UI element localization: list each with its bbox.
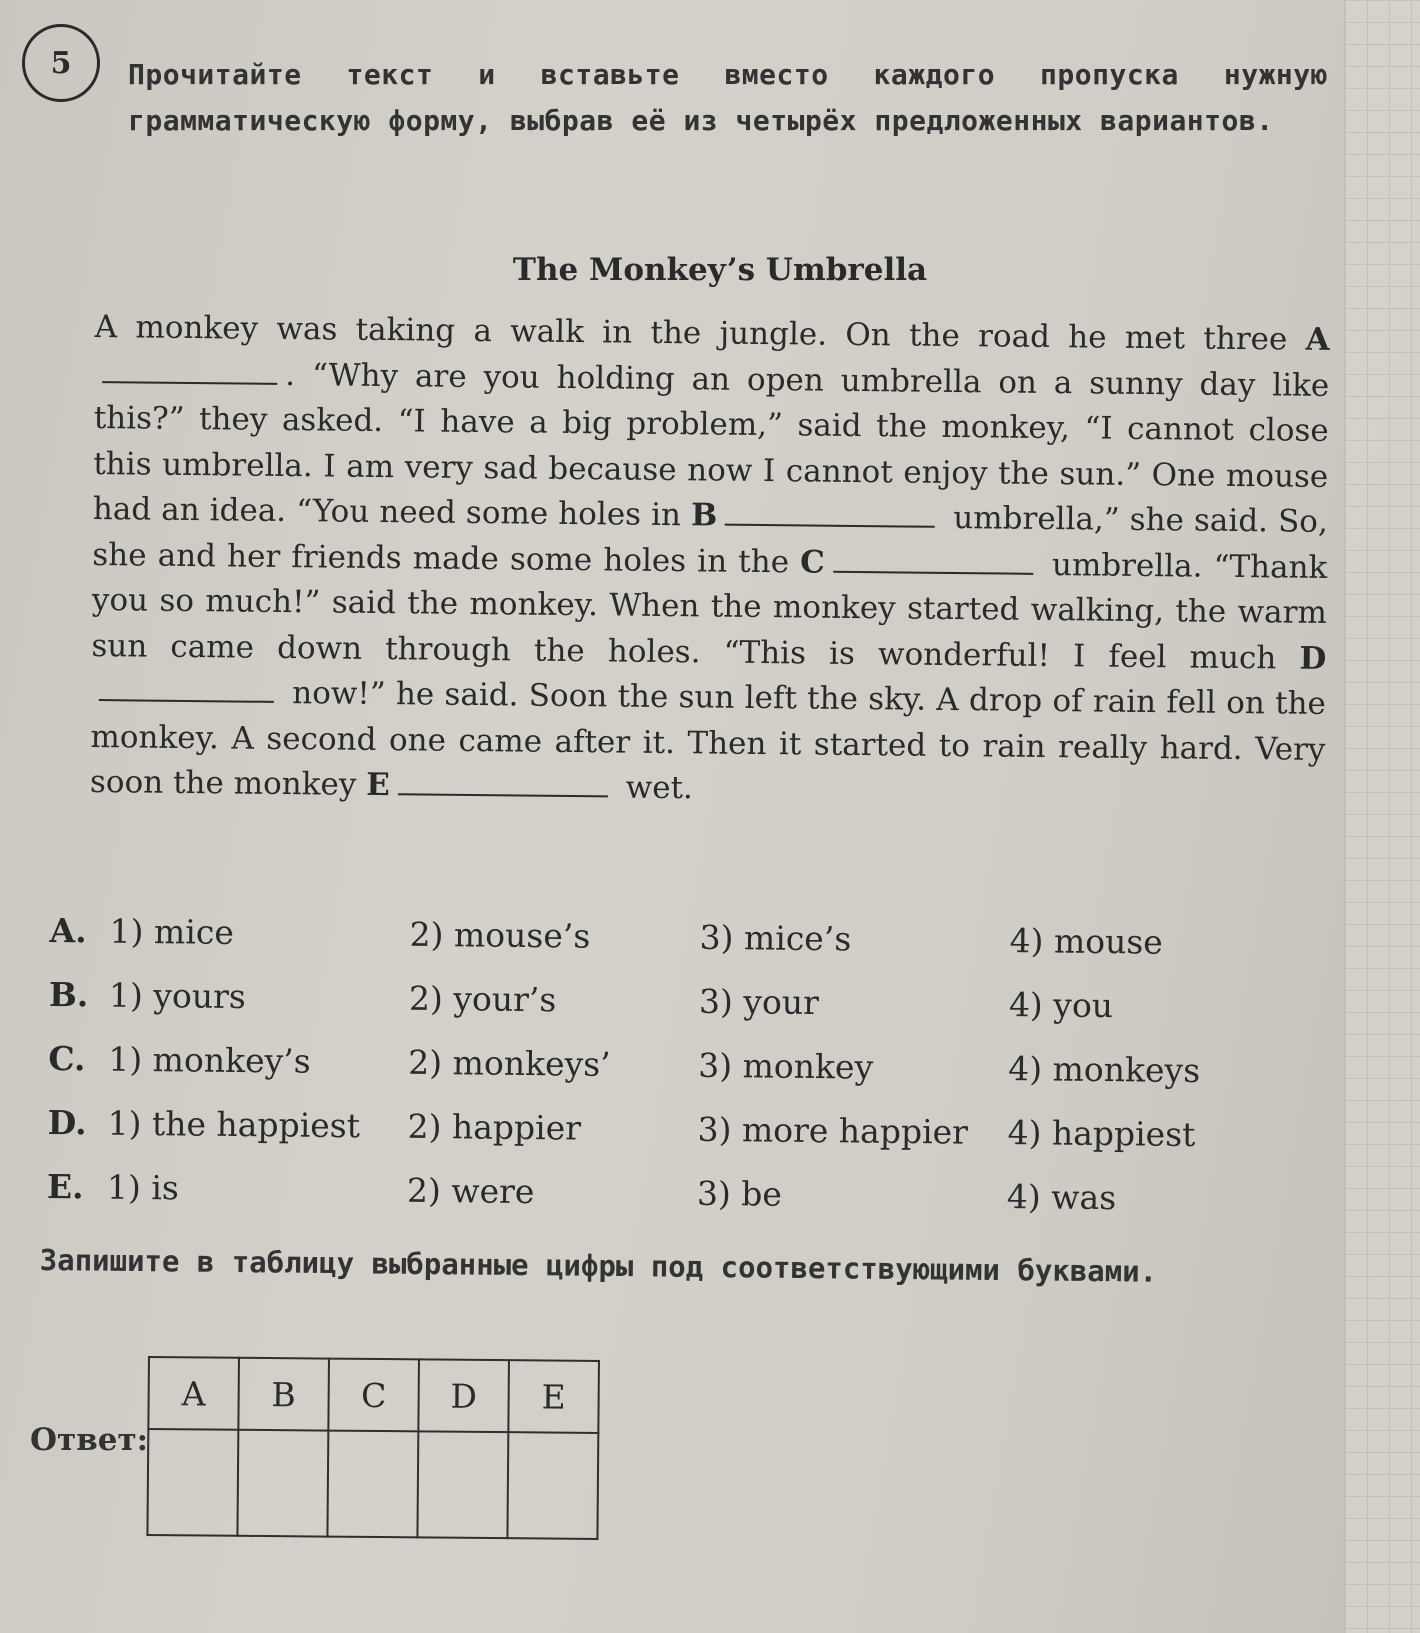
answer-header-e: E — [508, 1360, 599, 1433]
answer-cell-b[interactable] — [237, 1430, 328, 1537]
gap-b-blank[interactable] — [725, 496, 935, 528]
option-choice[interactable]: 2) mouse’s — [409, 914, 591, 956]
story-title: The Monkey’s Umbrella — [512, 252, 928, 288]
option-choice[interactable]: 2) your’s — [408, 978, 557, 1019]
option-choice[interactable]: 4) you — [1008, 984, 1114, 1025]
option-letter: D. — [47, 1102, 87, 1142]
option-letter: A. — [49, 910, 87, 950]
grid-paper-edge — [1344, 0, 1420, 1633]
gap-label-d: D — [1299, 640, 1327, 677]
option-choice[interactable]: 2) happier — [407, 1106, 582, 1148]
option-choice[interactable]: 3) be — [696, 1173, 783, 1214]
story-part-2: . “Why are you holding an open umbrella on a sunny day like this?” they asked. “I have a big problem,” said the monkey, “I cannot close this umbrella. I am very sad because now I cannot enjoy the sun.” One mouse had an idea. “You need some holes in — [92, 356, 1330, 534]
story-text — [90, 305, 1330, 818]
answer-cell-c[interactable] — [327, 1431, 418, 1538]
option-letter: E. — [46, 1166, 84, 1206]
answer-cell-d[interactable] — [417, 1431, 508, 1538]
option-choice[interactable]: 2) monkeys’ — [408, 1042, 611, 1084]
option-choice[interactable]: 3) your — [698, 981, 820, 1022]
answer-header-b: B — [238, 1358, 329, 1431]
story-part-5: now!” he said. Soon the sun left the sky. A drop of rain fell on the monkey. A second one came after it. Then it started to rain really hard. Very soon the monkey — [89, 675, 1327, 803]
record-instruction: Запишите в таблицу выбранные цифры под соответствующими буквами. — [39, 1242, 1158, 1289]
option-choice[interactable]: 4) monkeys — [1008, 1048, 1201, 1090]
gap-c-blank[interactable] — [833, 542, 1033, 574]
answer-header-row — [148, 1357, 599, 1433]
gap-e-blank[interactable] — [398, 765, 608, 797]
option-choice[interactable]: 4) mouse — [1009, 920, 1164, 962]
option-choice[interactable]: 1) mice — [109, 911, 235, 952]
option-choice[interactable]: 1) is — [106, 1167, 180, 1207]
option-choice[interactable]: 1) the happiest — [107, 1103, 361, 1145]
answer-options — [47, 898, 1310, 1231]
option-choice[interactable]: 1) monkey’s — [108, 1039, 311, 1081]
gap-label-c: C — [799, 543, 826, 581]
answer-header-a: A — [148, 1357, 239, 1430]
answer-cell-e[interactable] — [507, 1432, 598, 1539]
answer-table — [146, 1356, 600, 1540]
story-part-6: wet. — [625, 769, 694, 807]
answer-header-c: C — [328, 1359, 419, 1432]
option-choice[interactable]: 2) were — [406, 1170, 535, 1211]
answer-header-d: D — [418, 1359, 509, 1432]
answer-cell-a[interactable] — [147, 1429, 238, 1536]
option-choice[interactable]: 4) was — [1006, 1176, 1117, 1217]
gap-a-blank[interactable] — [102, 353, 277, 385]
option-choice[interactable]: 3) more happier — [697, 1109, 969, 1152]
story-part-4: umbrella. “Thank you so much!” said the monkey. When the monkey started walking, the warm sun came down through the holes. “This is wonderful! I feel much — [91, 546, 1328, 676]
option-choice[interactable]: 4) happiest — [1007, 1112, 1196, 1154]
answer-input-row — [147, 1429, 598, 1539]
options-row-e — [47, 1154, 1308, 1231]
story-part-3: umbrella,” she said. So, she and her friends made some holes in the — [92, 500, 1329, 580]
option-choice[interactable]: 3) mice’s — [699, 917, 852, 958]
story-part-1: A monkey was taking a walk in the jungle. On the road he met three — [94, 308, 1288, 358]
gap-label-e: E — [366, 766, 391, 804]
option-choice[interactable]: 3) monkey — [698, 1045, 874, 1087]
option-letter: C. — [48, 1038, 86, 1078]
answer-label: Ответ: — [30, 1422, 149, 1458]
question-number: 5 — [22, 24, 100, 102]
gap-label-a: A — [1305, 321, 1330, 358]
gap-d-blank[interactable] — [99, 671, 274, 703]
gap-label-b: B — [690, 497, 718, 534]
option-letter: B. — [48, 974, 89, 1014]
option-choice[interactable]: 1) yours — [108, 975, 247, 1016]
task-instruction: Прочитайте текст и вставьте вместо каждого пропуска нужную грамматическую форму, выбрав её из четырёх предложенных вариантов. — [128, 58, 1328, 137]
